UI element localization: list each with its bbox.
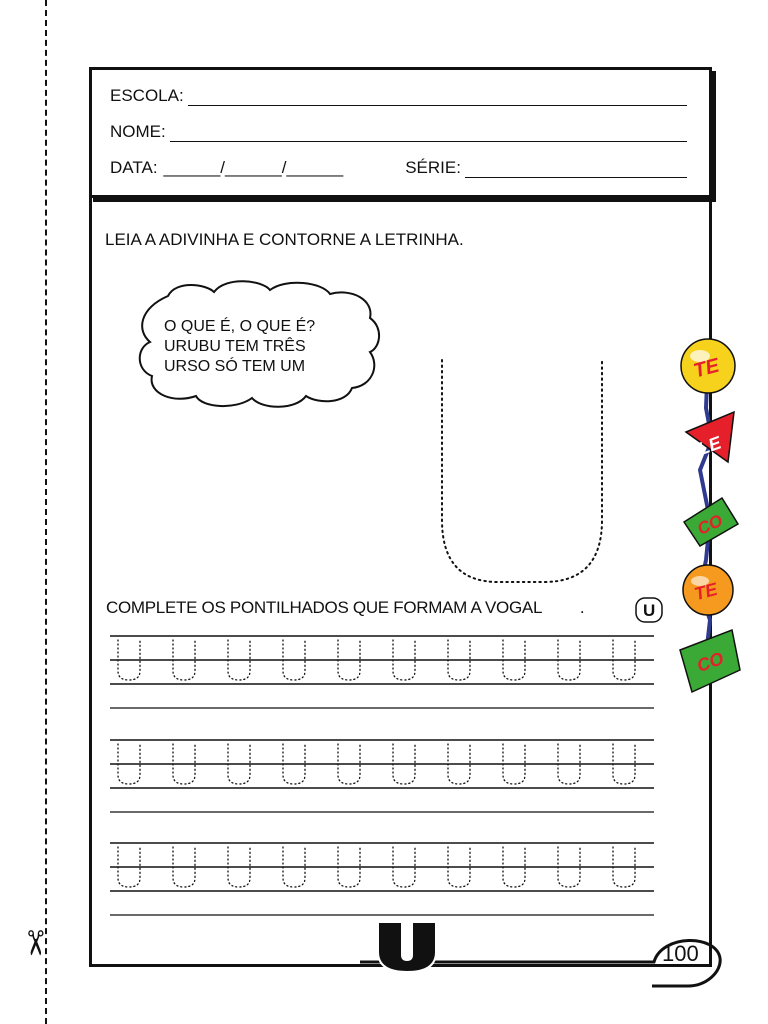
tag-co-1 [684,498,738,546]
date-blank[interactable]: ______/______/______ [163,158,344,177]
instruction-complete-text: COMPLETE OS PONTILHADOS QUE FORMAM A VOGAL [106,598,542,617]
riddle-line-2: URUBU TEM TRÊS [164,338,306,355]
dotted-big-letter-u [442,360,602,582]
tag-te-2 [683,565,733,615]
riddle-line-1: O QUE É, O QUE É? [164,318,316,335]
grade-label: SÉRIE: [405,158,461,177]
svg-text:U: U [643,601,656,620]
tag-te-1 [681,339,735,393]
svg-text:TE: TE [691,354,722,383]
svg-text:CO: CO [694,510,726,539]
instruction-complete-dotted [106,598,584,618]
riddle-line-3: URSO SÓ TEM UM [164,358,306,375]
big-letter-u [378,922,436,972]
page-number: 100 [662,941,699,966]
instruction-period: . [579,598,585,617]
instruction-read-riddle: LEIA A ADIVINHA E CONTORNE A LETRINHA. [105,230,464,249]
date-label: DATA: [110,158,158,177]
tracing-area [110,636,654,915]
vowel-badge [636,598,662,622]
scissors-icon: ✂ [14,928,55,958]
school-label: ESCOLA: [110,86,184,105]
riddle-text [164,317,315,377]
tag-co-2 [680,630,740,692]
svg-text:TE: TE [692,578,720,605]
side-tags-decoration [680,339,740,692]
name-label: NOME: [110,122,166,141]
svg-text:LE: LE [695,432,724,460]
svg-text:CO: CO [694,648,727,677]
